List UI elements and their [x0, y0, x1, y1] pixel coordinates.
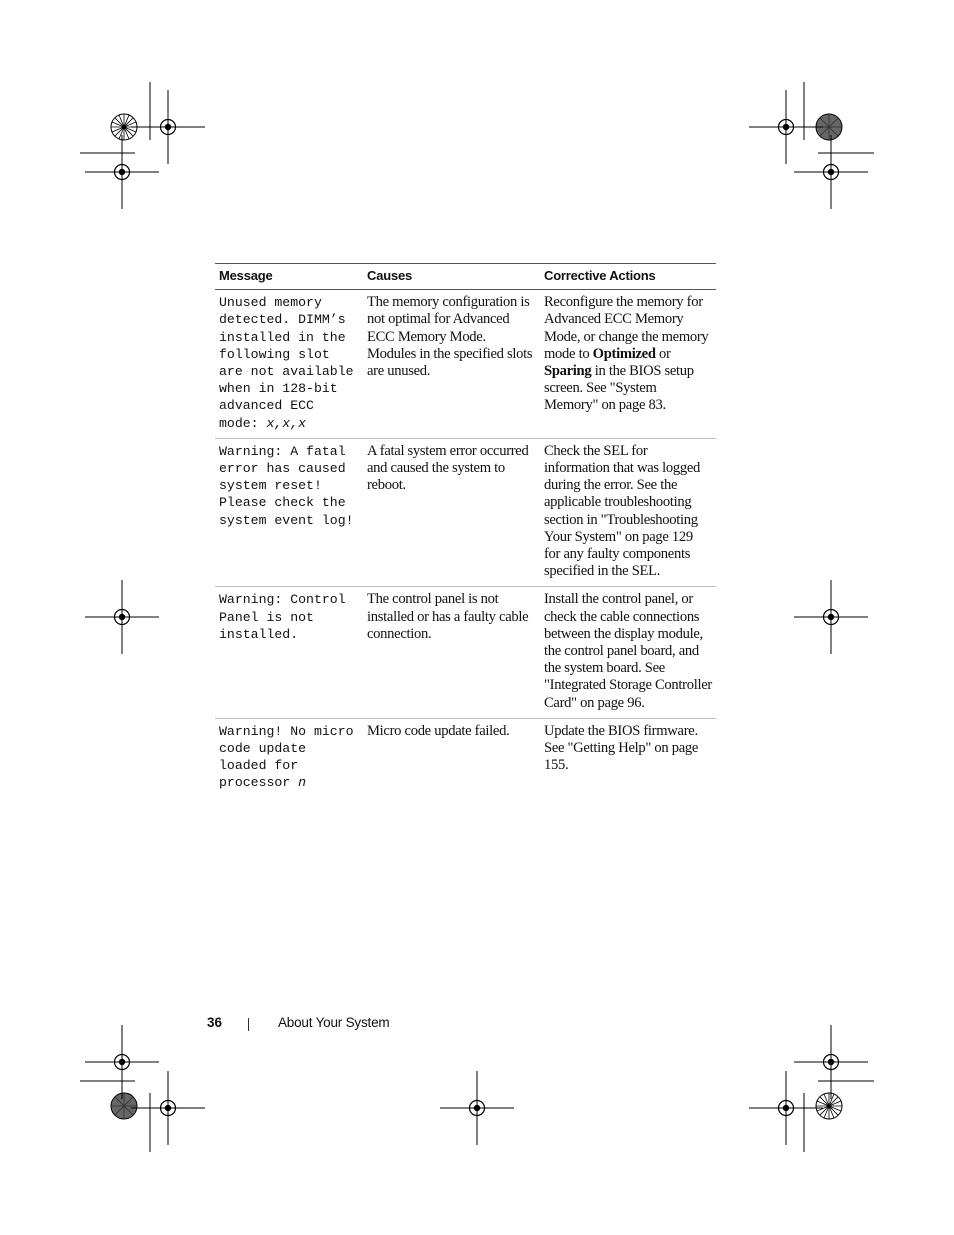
table-row — [215, 587, 716, 718]
cause-cell: Micro code update failed. — [367, 722, 510, 739]
action-cell: Update the BIOS firmware. See "Getting Help" on page 155. — [544, 722, 699, 774]
header-causes: Causes — [363, 264, 540, 290]
action-cell: Install the control panel, or check the cable connections between the display module, the control panel board, and the system board. See "Integrated Storage Controller Card" on page 96. — [540, 587, 716, 718]
section-title: About Your System — [278, 1015, 390, 1030]
message-cell: Warning: A fatal error has caused system reset! Please check the system event log! — [215, 438, 363, 587]
action-cell — [540, 290, 716, 439]
message-cell — [215, 290, 363, 439]
cause-cell: A fatal system error occurred and caused the system to reboot. — [363, 438, 540, 587]
action-bold-optimized: Optimized — [592, 345, 656, 362]
message-cell — [215, 718, 363, 797]
message-variable: x,x,x — [266, 415, 307, 431]
table-row — [215, 290, 716, 439]
message-text: Unused memory detected. DIMM’s installed in the following slot are not available when in 128-bit advanced ECC mode: — [219, 295, 354, 431]
message-cell: Warning: Control Panel is not installed. — [215, 587, 363, 718]
action-text: Reconfigure the memory for Advanced ECC Memory Mode, or change the memory mode to — [544, 294, 709, 362]
cause-cell: The memory configuration is not optimal for Advanced ECC Memory Mode. Modules in the specified slots are unused. — [363, 290, 540, 439]
action-text: or — [655, 345, 671, 362]
table-row — [215, 718, 716, 797]
header-message: Message — [215, 264, 363, 290]
error-messages-table — [215, 263, 716, 798]
table-row — [215, 438, 716, 587]
page-number: 36 — [207, 1015, 223, 1030]
table-header-row — [215, 264, 716, 290]
action-text: in the BIOS setup screen. See "System Memory" on page 83. — [544, 363, 694, 414]
header-corrective-actions: Corrective Actions — [540, 264, 716, 290]
footer-separator — [248, 1018, 249, 1031]
message-text: Warning! No micro code update loaded for processor — [219, 723, 354, 791]
message-variable: n — [298, 775, 307, 791]
action-cell: Check the SEL for information that was logged during the error. See the applicable troubleshooting section in "Troubleshooting Your System" on page 129 for any faulty components specified in the SEL. — [540, 438, 716, 587]
cause-cell: The control panel is not installed or has a faulty cable connection. — [363, 587, 540, 718]
action-bold-sparing: Sparing — [544, 363, 592, 380]
